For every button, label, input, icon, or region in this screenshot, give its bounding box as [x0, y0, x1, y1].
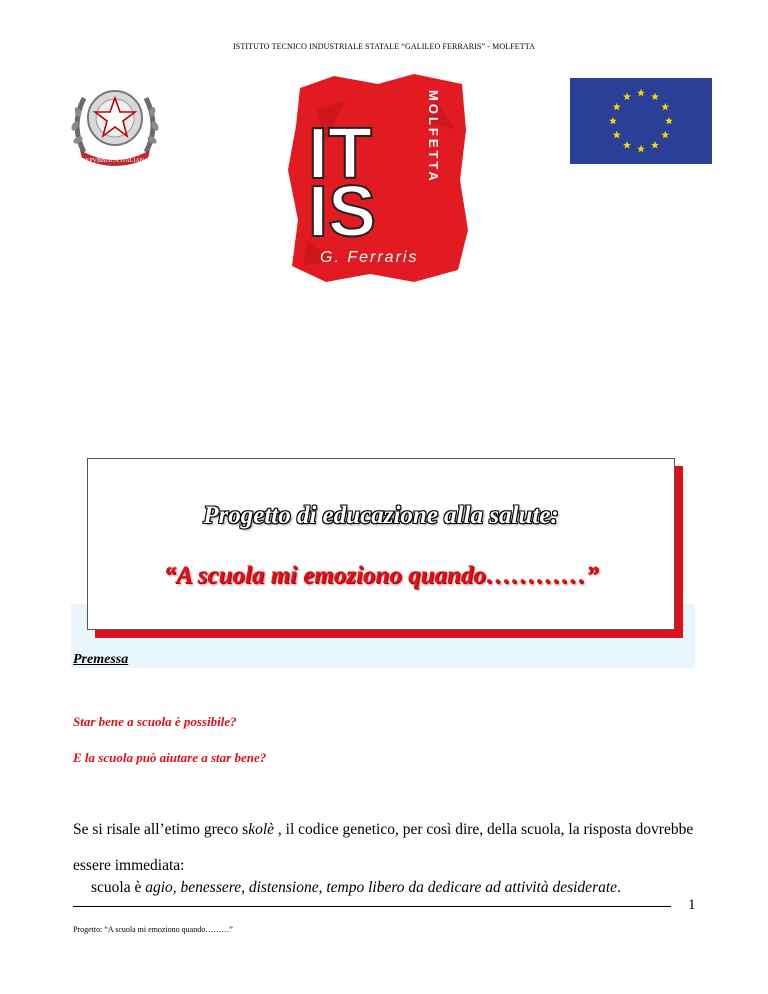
paragraph-2-emphasis: agio, benessere, distensione, tempo libero da dedicare ad attività desiderate	[145, 879, 618, 896]
title-box	[87, 458, 675, 630]
itis-logo-top: IT	[308, 114, 372, 194]
paragraph-2-start: scuola è	[91, 879, 146, 896]
paragraph-1-start: Se si risale all’etimo greco s	[73, 821, 249, 838]
project-title: Progetto di educazione alla salute:	[203, 502, 559, 529]
paragraph-1	[73, 812, 713, 884]
footer-rule	[73, 906, 671, 907]
itis-logo	[286, 70, 470, 284]
document-footer: Progetto: “A scuola mi emoziono quando………”	[73, 925, 233, 934]
itis-logo-name: G. Ferraris	[320, 249, 419, 266]
page-number: 1	[688, 897, 696, 913]
etymology-word: kolè	[248, 821, 275, 838]
italian-republic-emblem	[64, 78, 166, 170]
itis-logo-city: MOLFETTA	[426, 90, 441, 184]
document-header: ISTITUTO TECNICO INDUSTRIALE STATALE “GALILEO FERRARIS” - MOLFETTA	[233, 42, 535, 51]
section-heading: Premessa	[73, 652, 129, 667]
paragraph-1-end: , il codice genetico, per così dire, della scuola, la risposta dovrebbe essere immediata:	[73, 821, 694, 874]
project-subtitle: “A scuola mi emoziono quando…………”	[163, 562, 599, 589]
question-2: E la scuola può aiutare a star bene?	[73, 750, 267, 765]
emblem-banner-text: REPVBBLICA ITALIANA	[81, 158, 149, 164]
european-union-flag	[570, 78, 712, 164]
paragraph-2	[91, 879, 621, 897]
paragraph-2-end: .	[617, 879, 621, 896]
question-1: Star bene a scuola è possibile?	[73, 714, 237, 729]
itis-logo-bottom: IS	[308, 172, 377, 252]
